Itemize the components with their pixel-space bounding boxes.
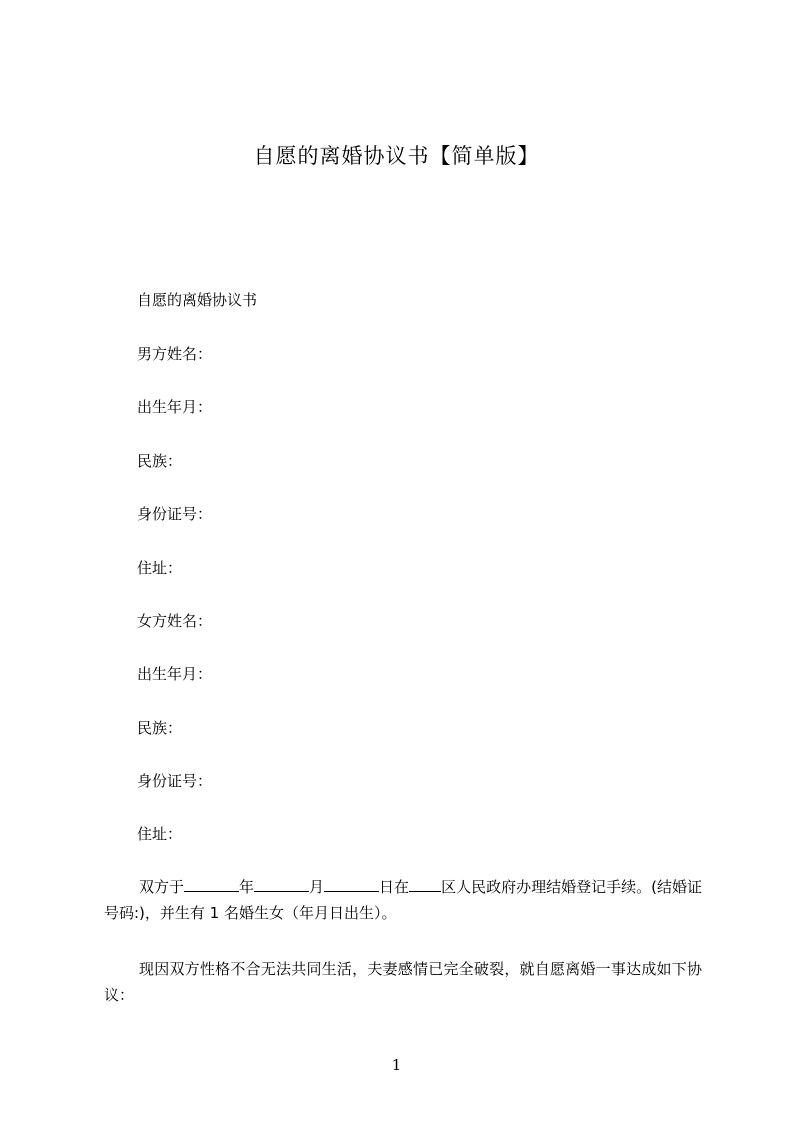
month-blank (254, 876, 309, 892)
document-heading: 自愿的离婚协议书 (137, 291, 258, 309)
marriage-paragraph (104, 874, 702, 926)
male-address-label: 住址： (137, 559, 183, 577)
female-id-label: 身份证号： (137, 772, 213, 790)
female-ethnicity-label: 民族： (137, 719, 183, 737)
marriage-text-part2: 年 (239, 878, 255, 896)
male-id-label: 身份证号： (137, 505, 213, 523)
marriage-text-part4: 日在 (379, 878, 410, 896)
document-title: 自愿的离婚协议书【简单版】 (253, 144, 540, 168)
district-blank (409, 876, 441, 892)
marriage-text-part5: 区人民政府办理结婚登记手续。(结婚证号码:)，并生有 1 名婚生女（年月日出生）。 (104, 878, 702, 922)
agreement-paragraph: 现因双方性格不合无法共同生活，夫妻感情已完全破裂，就自愿离婚一事达成如下协议： (104, 960, 702, 1004)
female-birth-label: 出生年月： (137, 665, 213, 683)
female-name-label: 女方姓名： (137, 612, 213, 630)
year-blank (184, 876, 239, 892)
marriage-text-part3: 月 (309, 878, 325, 896)
day-blank (324, 876, 379, 892)
female-address-label: 住址： (137, 825, 183, 843)
male-birth-label: 出生年月： (137, 398, 213, 416)
male-ethnicity-label: 民族： (137, 452, 183, 470)
marriage-text-part1: 双方于 (139, 878, 185, 896)
male-name-label: 男方姓名： (137, 345, 213, 363)
page-number: 1 (391, 1056, 402, 1074)
